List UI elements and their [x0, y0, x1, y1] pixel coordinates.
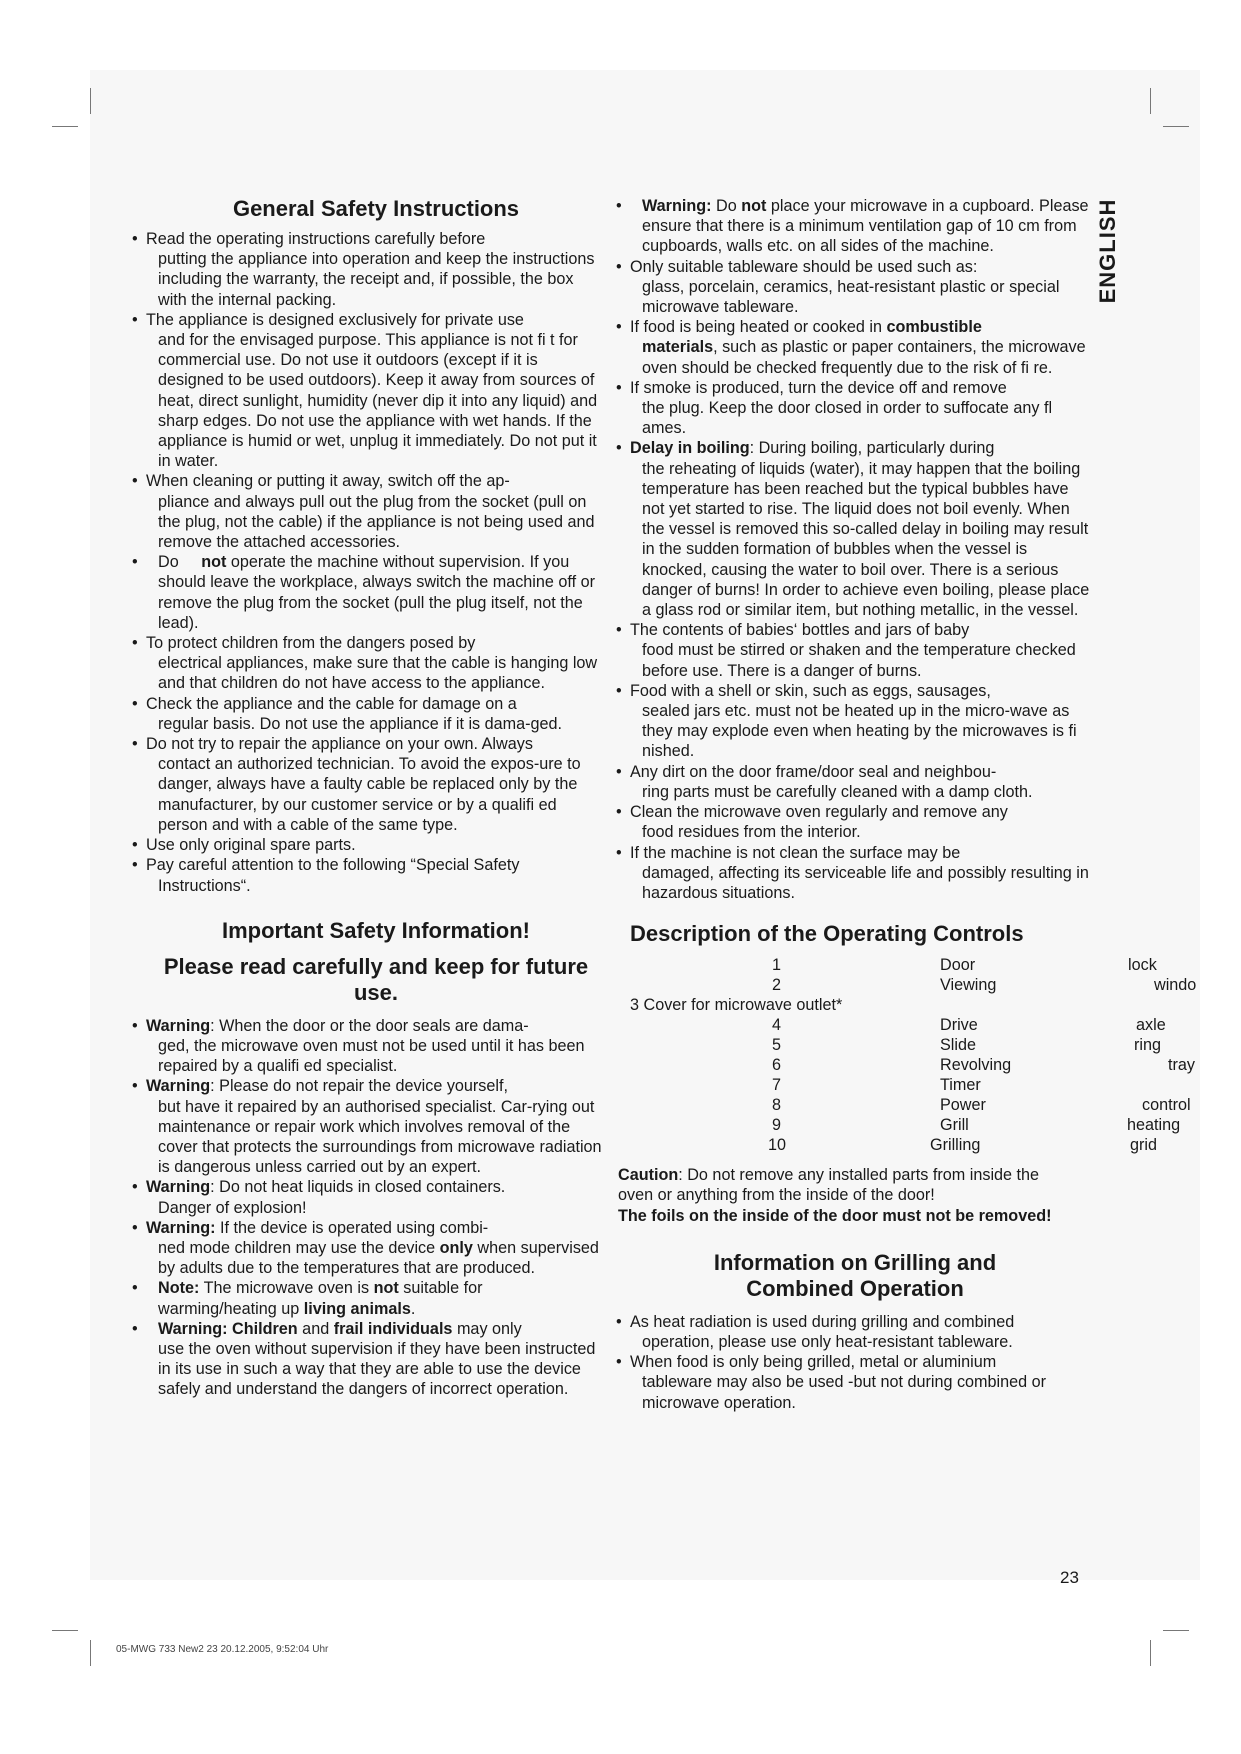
list-item: • Warning: Please do not repair the device yourself, but have it repaired by an authorised specialist. Car-rying out maintenance or repair work which involves removal of the cover that protects the surroundings from microwave radiation is dangerous unless carried out by an expert.: [146, 1076, 606, 1177]
list-item: • If the machine is not clean the surface may be damaged, affecting its serviceable life and possibly resulting in hazardous situations.: [630, 843, 1090, 904]
print-footer: 05-MWG 733 New2 23 20.12.2005, 9:52:04 Uhr: [116, 1644, 329, 1655]
table-row: 4 Drive axle: [772, 1016, 1166, 1035]
general-safety-list: [146, 229, 606, 896]
list-item: • The appliance is designed exclusively for private use and for the envisaged purpose. This appliance is not fi t for commercial use. Do not use it outdoors (except if it is designed to be used outdoors). Keep it away from sources of heat, direct sunlight, humidity (never dip it into any liquid) and sharp edges. Do not use the appliance with wet hands. If the appliance is humid or wet, unplug it immediately. Do not put it in water.: [146, 310, 606, 472]
crop-mark: [90, 88, 91, 114]
list-item: • Use only original spare parts.: [146, 835, 606, 855]
list-item: • Warning: When the door or the door seals are dama- ged, the microwave oven must not be used until it has been repaired by a qualifi ed specialist.: [146, 1016, 606, 1077]
list-item: • Clean the microwave oven regularly and remove any food residues from the interior.: [630, 802, 1090, 842]
list-item: • Do not try to repair the appliance on your own. Always contact an authorized technician. To avoid the expos-ure to danger, always have a faulty cable be replaced only by the manufacturer, by our customer service or by a qualifi ed person and with a cable of the same type.: [146, 734, 606, 835]
list-item: • Read the operating instructions carefully before putting the appliance into operation and keep the instructions including the warranty, the receipt and, if possible, the box with the internal packing.: [146, 229, 606, 310]
table-row: 7 Timer: [772, 1076, 981, 1095]
crop-mark: [1163, 126, 1189, 127]
table-row: 6 Revolving tray: [772, 1056, 1195, 1075]
list-item: • Pay careful attention to the following “Special Safety Instructions“.: [146, 855, 606, 895]
important-safety-heading: Important Safety Information!: [221, 917, 530, 943]
language-tab: ENGLISH: [1095, 198, 1120, 304]
microwave-safety-list: [630, 196, 1090, 903]
table-row: 1 Door lock: [772, 956, 1157, 975]
page-number: 23: [1060, 1568, 1079, 1587]
list-item: • Food with a shell or skin, such as eggs, sausages, sealed jars etc. must not be heated up in the micro-wave as they may explode even when heating by the microwaves is fi nished.: [630, 681, 1090, 762]
general-safety-heading: General Safety Instructions: [232, 196, 520, 221]
crop-mark: [1163, 1630, 1189, 1631]
list-item: • As heat radiation is used during grilling and combined operation, please use only heat-resistant tableware.: [630, 1312, 1090, 1352]
list-item: • Any dirt on the door frame/door seal and neighbou- ring parts must be carefully cleaned with a damp cloth.: [630, 762, 1090, 802]
list-item: • Delay in boiling: During boiling, particularly during the reheating of liquids (water), it may happen that the boiling temperature has been reached but the typical bubbles have not yet started to rise. The liquid does not boil evenly. When the vessel is removed this so-called delay in boiling may result in the sudden formation of bubbles when the vessel is knocked, causing the water to boil over. There is a serious danger of burns! In order to achieve even boiling, please place a glass rod or similar item, but nothing metallic, in the vessel.: [630, 438, 1090, 620]
important-safety-list: [146, 1016, 606, 1400]
crop-mark: [1150, 88, 1151, 114]
crop-mark: [52, 126, 78, 127]
grilling-list: [630, 1312, 1090, 1413]
left-column: [146, 196, 606, 1400]
list-item: • Warning: If the device is operated using combi- ned mode children may use the device only when supervised by adults due to the temperatures that are produced.: [146, 1218, 606, 1279]
crop-mark: [1150, 1640, 1151, 1666]
list-item: • Warning: Children and frail individuals may only use the oven without supervision if they have been instructed in its use in such a way that they are able to use the device safely and understand the dangers of incorrect operation.: [146, 1319, 606, 1400]
crop-mark: [52, 1630, 78, 1631]
table-row: 10 Grilling grid: [768, 1136, 1157, 1155]
list-item: • Note: The microwave oven is not suitable for warming/heating up living animals.: [146, 1278, 606, 1318]
important-safety-subheading: Please read carefully and keep for future use.: [163, 953, 589, 1005]
list-item: • Warning: Do not place your microwave in a cupboard. Please ensure that there is a minimum ventilation gap of 10 cm from cupboards, walls etc. on all sides of the machine.: [630, 196, 1090, 257]
crop-mark: [90, 1640, 91, 1666]
controls-table: [624, 955, 1197, 1155]
table-row: 2 Viewing windo: [772, 976, 1197, 995]
list-item: • When food is only being grilled, metal or aluminium tableware may also be used -but not during combined or microwave operation.: [630, 1352, 1090, 1413]
operating-controls-heading: Description of the Operating Controls: [630, 921, 1024, 947]
list-item: • Only suitable tableware should be used such as: glass, porcelain, ceramics, heat-resistant plastic or special microwave tableware.: [630, 257, 1090, 318]
table-row: 9 Grill heating: [772, 1116, 1181, 1135]
list-item: • If smoke is produced, turn the device off and remove the plug. Keep the door closed in order to suffocate any fl ames.: [630, 378, 1090, 439]
grilling-heading: Information on Grilling and Combined Operation: [713, 1249, 997, 1301]
list-item: • Do not operate the machine without supervision. If you should leave the workplace, always switch the machine off or remove the plug from the socket (pull the plug itself, not the lead).: [146, 552, 606, 633]
list-item: • Warning: Do not heat liquids in closed containers. Danger of explosion!: [146, 1177, 606, 1217]
list-item: • The contents of babies‘ bottles and jars of baby food must be stirred or shaken and the temperature checked before use. There is a danger of burns.: [630, 620, 1090, 681]
table-row: 3 Cover for microwave outlet*: [630, 996, 843, 1015]
list-item: • If food is being heated or cooked in combustible materials, such as plastic or paper containers, the microwave oven should be checked frequently due to the risk of fi re.: [630, 317, 1090, 378]
table-row: 5 Slide ring: [772, 1036, 1161, 1055]
list-item: • When cleaning or putting it away, switch off the ap- pliance and always pull out the plug from the socket (pull on the plug, not the cable) if the appliance is not being used and remove the attached accessories.: [146, 471, 606, 552]
list-item: • To protect children from the dangers posed by electrical appliances, make sure that the cable is hanging low and that children do not have access to the appliance.: [146, 633, 606, 694]
caution-note: Caution: Do not remove any installed parts from inside the oven or anything from the inside of the door! The foils on the inside of the door must not be removed!: [618, 1166, 1052, 1225]
list-item: • Check the appliance and the cable for damage on a regular basis. Do not use the appliance if it is dama-ged.: [146, 694, 606, 734]
table-row: 8 Power control: [772, 1096, 1191, 1115]
